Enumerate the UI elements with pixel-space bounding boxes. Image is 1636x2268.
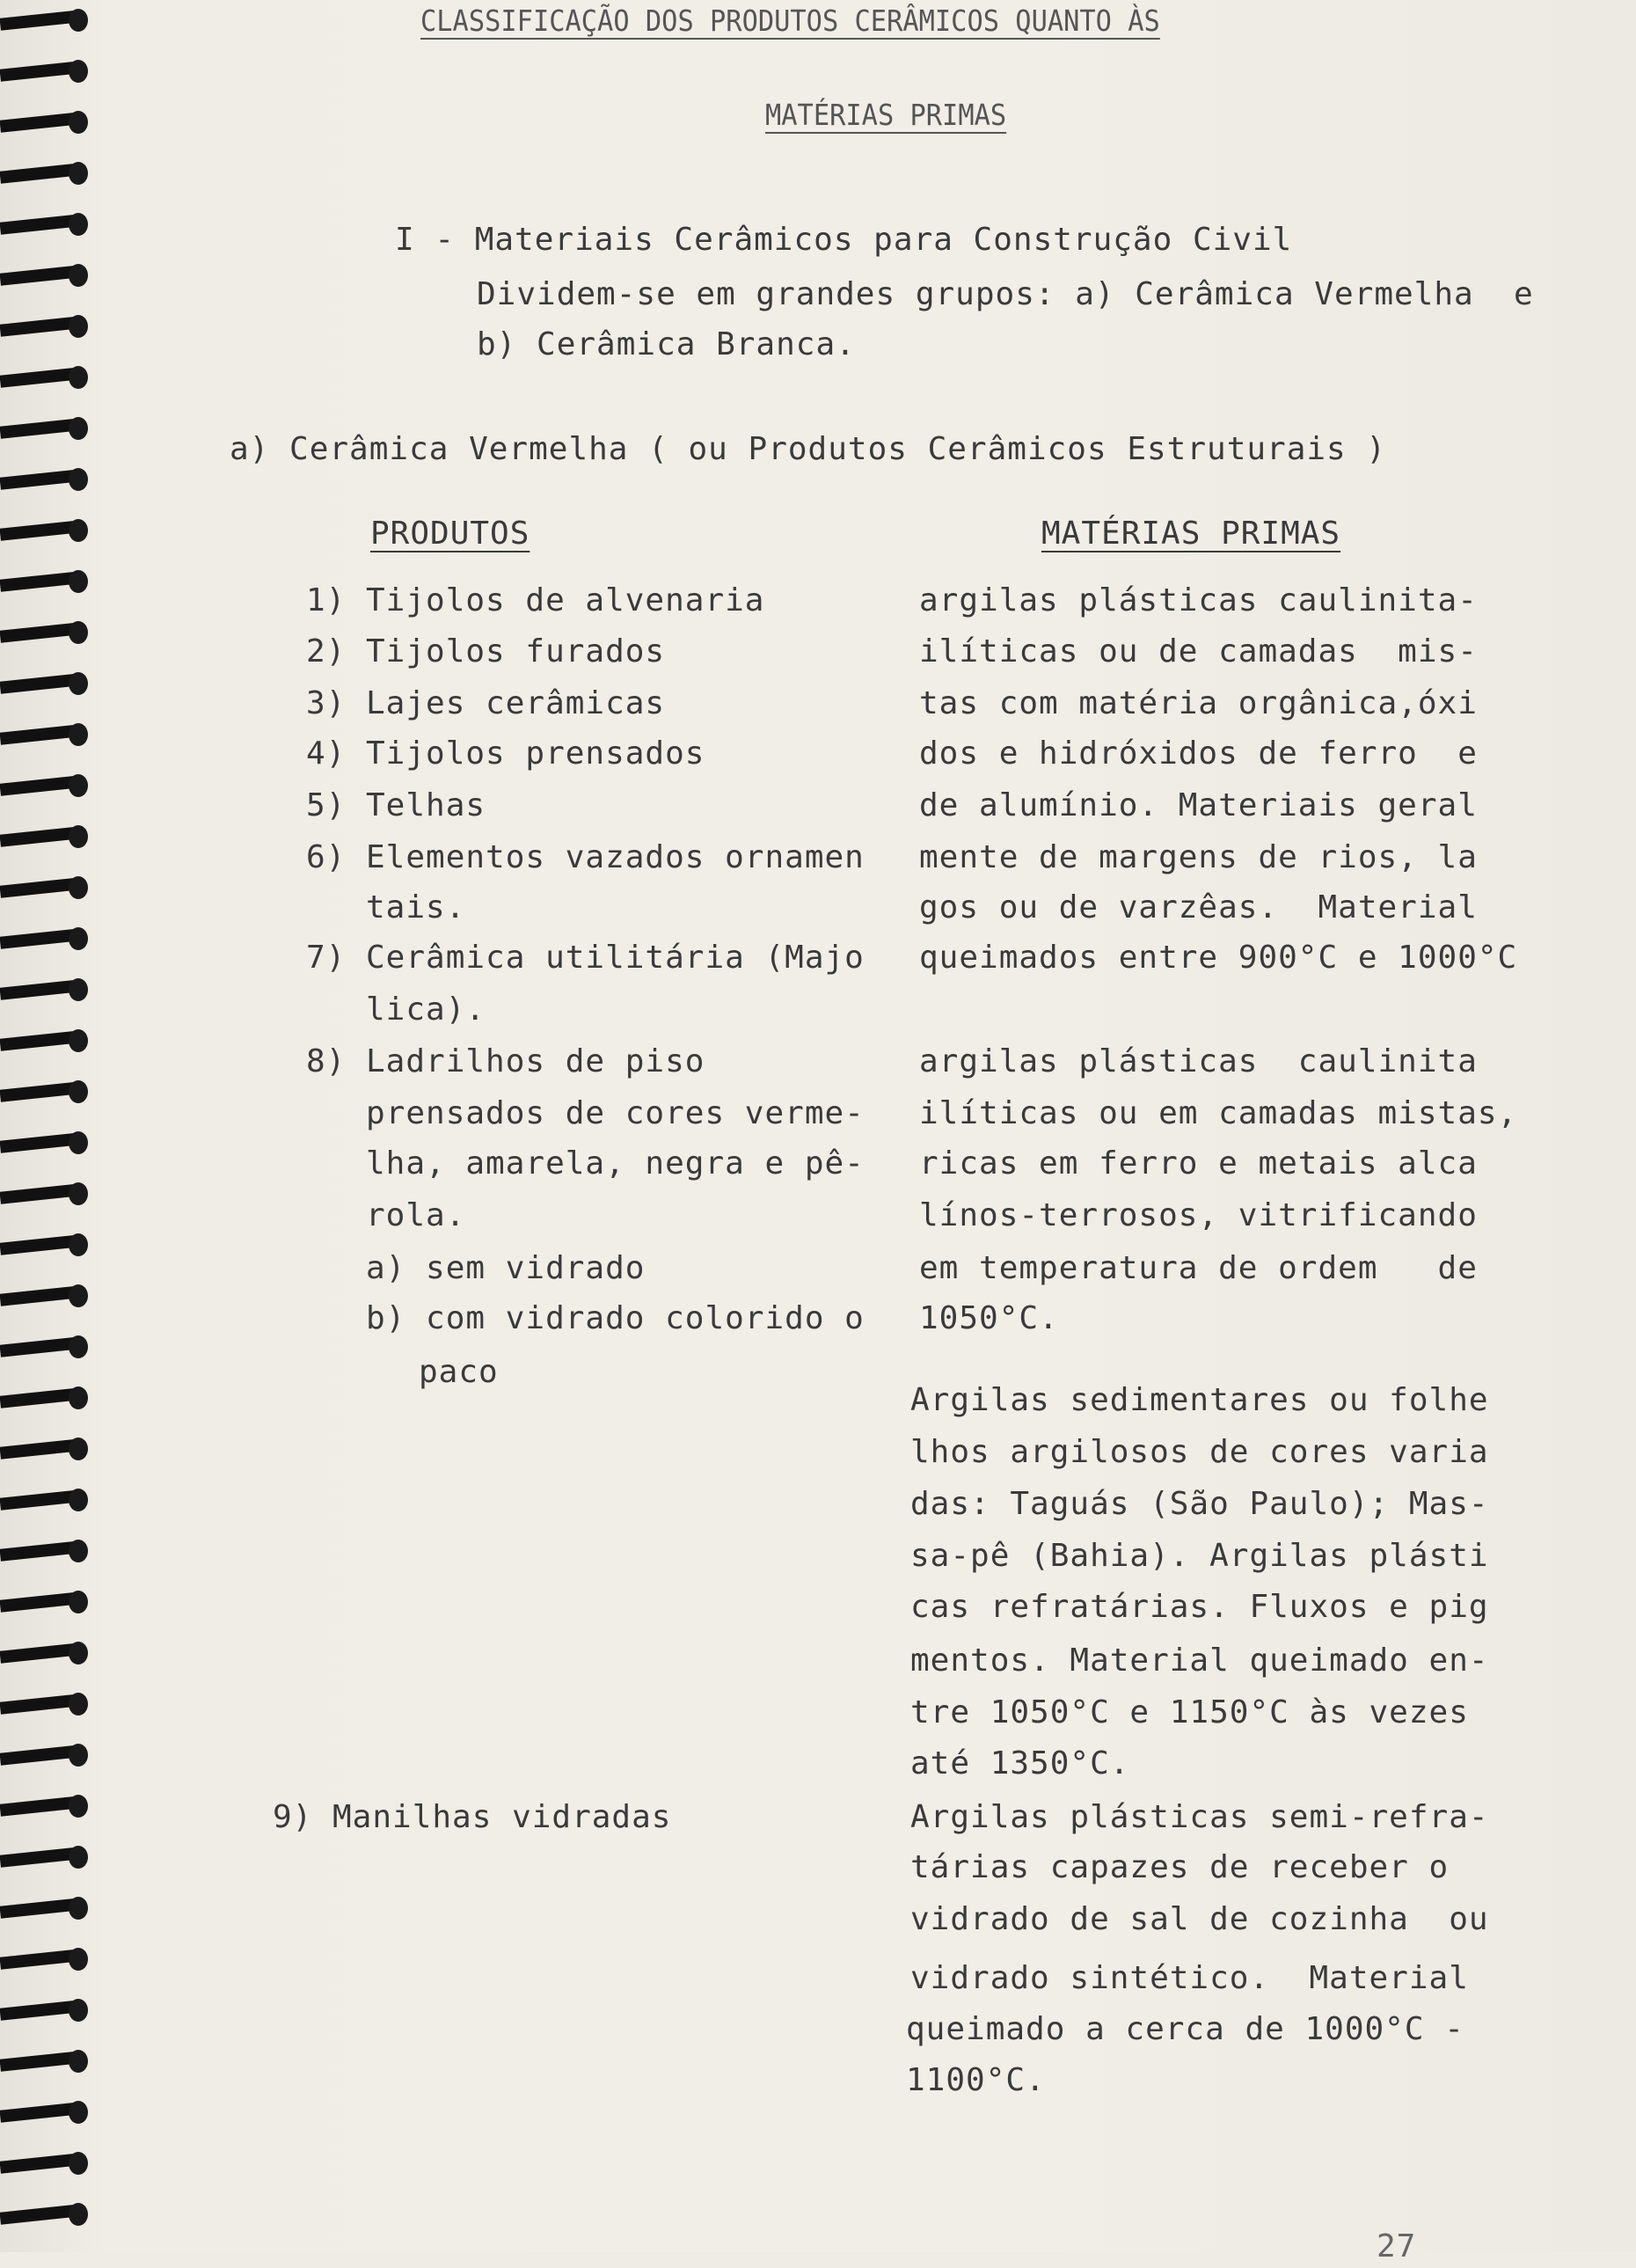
material-text: das: Taguás (São Paulo); Mas-: [910, 1486, 1489, 1522]
material-text: cas refratárias. Fluxos e pig: [910, 1589, 1489, 1625]
product-text: a) sem vidrado: [366, 1250, 646, 1286]
binding-loop: [0, 1131, 92, 1154]
material-text: vidrado de sal de cozinha ou: [910, 1901, 1489, 1937]
material-text: queimados entre 900°C e 1000°C: [919, 940, 1518, 976]
subsection-heading: a) Cerâmica Vermelha ( ou Produtos Cerâmicos Estruturais ): [230, 431, 1387, 467]
binding-loop: [0, 978, 92, 1001]
product-text: paco: [419, 1354, 499, 1390]
page-number: 27: [1377, 2228, 1417, 2264]
material-text: ilíticas ou em camadas mistas,: [919, 1095, 1518, 1131]
binding-loop: [0, 1182, 92, 1205]
product-number: 9): [273, 1799, 313, 1835]
material-text: argilas plásticas caulinita: [919, 1043, 1478, 1079]
material-text: dos e hidróxidos de ferro e: [919, 735, 1478, 772]
material-text: mente de margens de rios, la: [919, 839, 1478, 875]
material-text: mentos. Material queimado en-: [910, 1642, 1489, 1679]
document-subtitle: MATÉRIAS PRIMAS: [765, 98, 1007, 132]
binding-loop: [0, 1080, 92, 1103]
product-number: 2): [306, 633, 347, 669]
product-text: Tijolos de alvenaria: [366, 582, 765, 618]
material-text: argilas plásticas caulinita-: [919, 582, 1478, 618]
binding-loop: [0, 213, 92, 236]
material-text: em temperatura de ordem de: [919, 1250, 1478, 1286]
product-text: Lajes cerâmicas: [366, 685, 666, 721]
material-text: sa-pê (Bahia). Argilas plásti: [910, 1538, 1489, 1574]
binding-loop: [0, 927, 92, 950]
material-text: lhos argilosos de cores varia: [910, 1434, 1489, 1470]
column-header-products: PRODUTOS: [370, 516, 530, 552]
binding-loop: [0, 9, 92, 32]
product-number: 4): [306, 735, 347, 772]
binding-loop: [0, 1540, 92, 1562]
binding-loop: [0, 825, 92, 848]
binding-loop: [0, 1744, 92, 1767]
material-text: tárias capazes de receber o: [910, 1849, 1450, 1885]
material-text: 1050°C.: [919, 1300, 1059, 1336]
product-number: 8): [306, 1043, 347, 1079]
product-text: Ladrilhos de piso: [366, 1043, 705, 1079]
product-text: b) com vidrado colorido o: [366, 1300, 865, 1336]
material-text: ilíticas ou de camadas mis-: [919, 633, 1478, 669]
material-text: de alumínio. Materiais geral: [919, 787, 1478, 823]
binding-loop: [0, 264, 92, 287]
product-text: prensados de cores verme-: [366, 1095, 865, 1131]
binding-loop: [0, 162, 92, 185]
product-text: Cerâmica utilitária (Majo: [366, 940, 865, 976]
binding-loop: [0, 672, 92, 695]
binding-loop: [0, 1386, 92, 1409]
binding-loop: [0, 519, 92, 542]
binding-loop: [0, 1999, 92, 2022]
material-text: Argilas sedimentares ou folhe: [910, 1382, 1489, 1418]
binding-loop: [0, 723, 92, 746]
product-number: 1): [306, 582, 347, 618]
product-number: 5): [306, 787, 347, 823]
binding-loop: [0, 366, 92, 389]
binding-loop: [0, 2101, 92, 2124]
binding-loop: [0, 774, 92, 797]
material-text: queimado a cerca de 1000°C -: [906, 2011, 1464, 2047]
binding-loop: [0, 60, 92, 83]
binding-loop: [0, 2203, 92, 2226]
document-title: CLASSIFICAÇÃO DOS PRODUTOS CERÂMICOS QUANTO ÀS: [420, 4, 1160, 38]
product-number: 3): [306, 685, 347, 721]
material-text: tre 1050°C e 1150°C às vezes: [910, 1694, 1469, 1730]
binding-loop: [0, 1233, 92, 1256]
spiral-binding: [0, 0, 97, 2252]
product-text: Elementos vazados ornamen: [366, 839, 865, 875]
product-text: rola.: [366, 1197, 466, 1233]
product-text: Telhas: [366, 787, 486, 823]
binding-loop: [0, 621, 92, 644]
binding-loop: [0, 1795, 92, 1818]
product-text: Tijolos furados: [366, 633, 666, 669]
binding-loop: [0, 111, 92, 134]
section-heading: I - Materiais Cerâmicos para Construção Civil: [395, 222, 1293, 258]
binding-loop: [0, 2152, 92, 2175]
material-text: línos-terrosos, vitrificando: [919, 1197, 1478, 1233]
product-text: lha, amarela, negra e pê-: [366, 1145, 865, 1182]
product-text: tais.: [366, 889, 466, 925]
product-text: Manilhas vidradas: [332, 1799, 672, 1835]
binding-loop: [0, 2050, 92, 2073]
product-number: 6): [306, 839, 347, 875]
intro-text: Dividem-se em grandes grupos: a) Cerâmica Vermelha e: [477, 276, 1534, 312]
binding-loop: [0, 876, 92, 899]
intro-text: b) Cerâmica Branca.: [477, 326, 856, 362]
material-text: tas com matéria orgânica,óxi: [919, 685, 1478, 721]
binding-loop: [0, 468, 92, 491]
binding-loop: [0, 1897, 92, 1920]
binding-loop: [0, 1489, 92, 1511]
binding-loop: [0, 1846, 92, 1869]
product-text: lica).: [366, 991, 486, 1028]
binding-loop: [0, 417, 92, 440]
binding-loop: [0, 1642, 92, 1664]
material-text: Argilas plásticas semi-refra-: [910, 1799, 1489, 1835]
binding-loop: [0, 1029, 92, 1052]
binding-loop: [0, 315, 92, 338]
product-number: 7): [306, 940, 347, 976]
binding-loop: [0, 570, 92, 593]
binding-loop: [0, 1335, 92, 1358]
binding-loop: [0, 1438, 92, 1460]
binding-loop: [0, 1284, 92, 1307]
material-text: 1100°C.: [906, 2062, 1046, 2098]
binding-loop: [0, 1948, 92, 1971]
material-text: vidrado sintético. Material: [910, 1960, 1469, 1996]
material-text: gos ou de varzêas. Material: [919, 889, 1478, 925]
binding-loop: [0, 1591, 92, 1613]
product-text: Tijolos prensados: [366, 735, 705, 772]
column-header-materials: MATÉRIAS PRIMAS: [1041, 516, 1341, 552]
material-text: ricas em ferro e metais alca: [919, 1145, 1478, 1182]
binding-loop: [0, 1693, 92, 1716]
material-text: até 1350°C.: [910, 1745, 1130, 1781]
